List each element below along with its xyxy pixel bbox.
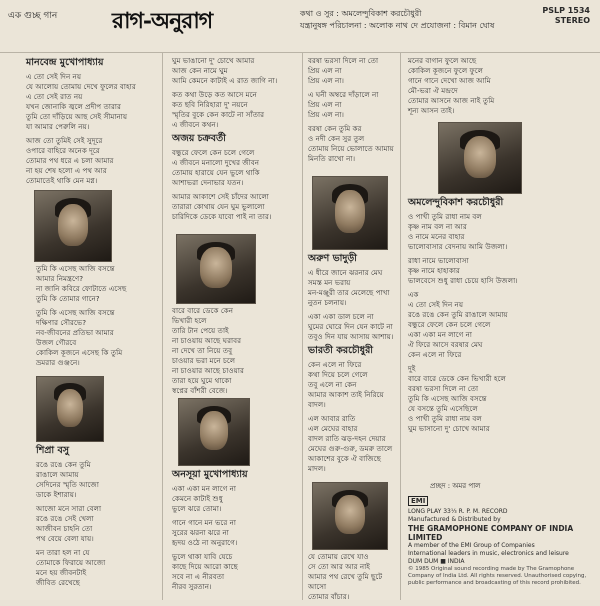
artist-name: ভারতী করচৌধুরী (308, 345, 374, 356)
photo-face (57, 389, 83, 427)
lyrics-block: আজ তো তুমিই সেই সুদূরে ওপারে বাহিরে অনেক দূরে তোমার পথ ধরে এ চলা আমার না হয় শেষ হলো এ পথ আর তোমাতেই থাকি মেন মগ্ন। (26, 136, 114, 185)
column-2-mid (172, 306, 298, 400)
lyrics-block: যে তোমায় রেখে যাও সে তো আর আর নাই আমার পথ রেখে তুমি ছুটে আসো তোমার বাঁচার। (308, 552, 383, 601)
tracklist-side-2: দুই বারে বারে ডেকে কেন ভিখারী হলে বরষা ভরসা দিলে না তো তুমি কি এসেছ আজি বসন্তে যে বসন্তে তুমি এসেছিলে ও পাখী তুমি রাধা নাম বল ঘুম ভাসানো দু' চোখে আমার (408, 364, 506, 433)
lyrics-block: আজো মনে সারা বেলা রঙে রঙে সেই খেলা আজীবন চাহনি তো পথ বেয়ে বেলা যায়। (36, 504, 102, 543)
column-1-bottom (36, 444, 160, 592)
credits-line-2: যন্ত্রানুষঙ্গ পরিচালনা : অলোক নাথ দে প্রযোজনা : বিমান ঘোষ (300, 21, 495, 30)
stereo-label: STEREO (554, 16, 590, 25)
column-divider-3 (400, 52, 401, 600)
artist-name: শিপ্রা বসু (36, 445, 70, 456)
column-2-bottom (172, 468, 298, 596)
lyrics-block: এ তো সেই দিন নয় যে আলোয় তোমায় দেখে ফুলের বাহার এ তো সেই রাত নয় যখন জোনাকি জ্বলে প্রদীপ তারার তুমি তো দাঁড়িয়ে আছ সেই সীমানায় যা আমার পেরুলি নয়। (26, 72, 136, 131)
column-1-mid (36, 264, 160, 372)
photo-face (335, 495, 365, 535)
artist-name: অজয় চক্রবর্তী (172, 133, 226, 144)
lyrics-block: একা একা ডাল চলে না ঘুমের ঘোরে দিন যেন কাটে না তবুও দিন যায় আসায় আশায়। (308, 312, 394, 341)
lyrics-block: মন তারা হল না যে তোমাকে ফিরায়ে আজো মনে হয় জীবনটাই জীবিত রেখেছে (36, 548, 106, 587)
credits (300, 8, 494, 32)
lyrics-block: মনের বাগান ফুলে আছে কোকিল কূজনে ফুলে ফুলে গানে গানে দেখো আজ আমি মৌ-ভরা ঐ মন্দ্রদে তোমার আসনে আজ নাই তুমি শূন্য আসন তাই। (408, 56, 495, 115)
lyrics-block: বারে বারে ডেকে কেন ভিখারী হলে তারি টান পেয়ে তাই না চাওয়ায় আছে ঘরাবর না দেখে তা নিয়ে তবু চাওয়ার ভরা মনে চলে না চাওয়ার আছে চাওয়ার তারা হয়ে ঘুমে থাকো স্বপ্নের বাঁশরী বেজে। (172, 306, 244, 395)
emi-logo: EMI (408, 496, 428, 506)
lyrics-block: রাধা নামে ভালোবাসা কৃষ্ণ নামে হাহাকার ভালবেসে শুধু রাধা চেয়ে হাসি উজলা। (408, 256, 518, 285)
column-3 (308, 56, 398, 168)
artist-name: মানবেন্দ্র মুখোপাধ্যায় (26, 57, 104, 68)
label-info (408, 496, 594, 587)
photo-face (335, 190, 365, 233)
lyrics-block: কেন এলে না ফিরে কথা দিয়ে চলে গেলে তবু এলে না কেন আমার আকাশ তাই নিরিয়ে বাদল। (308, 360, 384, 409)
catalog-block (542, 6, 590, 26)
lyrics-block: তুমি কি এসেছ আজি বসন্তে দক্ষিণার সৌরভে? নব-জীবনের প্রতিভা আমার উজল গৌরবে কোকিল কূজনে এসেছ কি তুমি ভ্রমরার গুঞ্জনে। (36, 308, 123, 367)
cover-credit: প্রচ্ছদ : অমর পাল (430, 482, 481, 490)
column-4-mid (408, 196, 594, 438)
column-3-bottom (308, 552, 398, 606)
artist-name: অমলেন্দুবিকাশ করচৌধুরী (408, 197, 504, 208)
artist-name: অনসূয়া মুখোপাধ্যায় (172, 469, 248, 480)
artist-photo (34, 190, 112, 262)
column-4 (408, 56, 594, 120)
lyrics-block: রঙে রঙে কেন তুমি রাঙালে আমায় সেদিনের স্মৃতি আজো ডাকে ইশারায়। (36, 460, 99, 499)
member-line: A member of the EMI Group of Companies (408, 542, 535, 549)
photo-face (464, 136, 497, 178)
lyrics-block: কত কথা উড়ে কত আসে মনে কত ছবি নিরিহারা দু' নয়নে স্মৃতির বুকে কেন কাটে না সাঁতার এ জীবনে কথন। (172, 90, 265, 129)
header-divider (0, 52, 600, 53)
manufactured-label: Manufactured & Distributed by (408, 516, 501, 523)
photo-face (200, 247, 231, 288)
artist-photo (176, 234, 256, 304)
lyrics-block: এল আবার রাতি এল মেঘের বাহার বাদল রাতি ঝড়-দহন দেয়ার মেঘের গুরু-গুরু, ডমরু তালে আকাশের বুকে ঐ বাজিছে মাদল। (308, 414, 393, 473)
artist-photo (178, 398, 250, 466)
artist-name: অরুণ ভাদুড়ী (308, 253, 357, 264)
lyrics-block: আমার আকাশে সেই চাঁদের আলো তারারা কোথায় যেন ঘুম ভুলালো চারিদিকে ডেকে যাবো পাই না তার। (172, 192, 272, 221)
lyrics-block: ও পাখী তুমি রাধা নাম বল কৃষ্ণ নাম বল না আর ও নামে মনের বাহার ভালোবাসার বেদনায় আমি উজলা। (408, 212, 508, 251)
column-divider-1 (162, 52, 163, 600)
column-1 (26, 56, 158, 190)
album-title: রাগ-অনুরাগ (112, 8, 213, 34)
longplay-label: LONG PLAY 33⅓ R. P. M. RECORD (408, 508, 508, 515)
credits-line-1: কথা ও সুর : অমলেন্দুবিকাশ করচৌধুরী (300, 9, 422, 18)
lyrics-block: এ ধীরে জানে ঝরনার মেঘ সমস্ত মন ভরায় মন-মঞ্জুরী তার মেলেছে পাখা নুতন চলনায়। (308, 268, 390, 307)
lyrics-block: এ ঘনী অম্বরে দাঁড়ালে না প্রিয় এল না প্রিয় এল না। (308, 90, 379, 119)
series-label: এক গুচ্ছ গান (8, 11, 58, 21)
fine-print: © 1985 Original sound recording made by The Gramophone Company of India Ltd. All rights reserved. Unauthorised copying, public performance and broadcasting of this record prohibited. (408, 566, 587, 586)
photo-face (58, 204, 88, 246)
location-line: DUM DUM ■ INDIA (408, 558, 465, 565)
lyrics-block: বন্ধুরে ফেলে কেন চলে গেলে এ জীবনে মনালো দুখের জীবন তোমায় হারায়ে যেন ভুলে থাকি আশাভরা দেনাভার যতন। (172, 148, 260, 187)
column-2 (172, 56, 298, 226)
artist-photo (312, 176, 388, 250)
lyrics-block: বরষা ভরসা দিলে না তো প্রিয় এল না প্রিয় এল না। (308, 56, 379, 85)
lyrics-block: ঘুম ভাঙানো দু' চোখে আমার আজ কেন নামে ঘুম আমি কেমনে কাটাই এ রাত জাগি না। (172, 56, 278, 85)
column-3-mid (308, 252, 398, 478)
lyrics-block: বরষা কেন তুমি কর ও নদী কেন সুর তুল তোমায় নিয়ে ভোলাতে আমায় মিনতি রাখো না। (308, 124, 394, 163)
lyrics-block: গানে গানে মন ভরে না সুরের ঝরনা ঝরে না হৃদয় ওঠে না অনুরাগে। (172, 518, 238, 547)
artist-photo (438, 122, 522, 194)
lyrics-block: একা একা মন লাগে না কেমনে কাটাই শুধু ভুলে ঝরে তোমা। (172, 484, 236, 513)
column-divider-2 (302, 52, 303, 600)
leaders-line: International leaders in music, electronics and leisure (408, 550, 569, 557)
catalog-number: PSLP 1534 (542, 6, 590, 15)
lyrics-block: ভুলে থাকা যাবি যেচে কাছে দিয়ে আরো কাছে সবে না এ নীরবতা নীরব সুরতান। (172, 552, 238, 591)
company-name: THE GRAMOPHONE COMPANY OF INDIA LIMITED (408, 524, 574, 542)
photo-face (200, 411, 228, 451)
artist-photo (312, 482, 388, 550)
artist-photo (36, 376, 104, 442)
tracklist-side-1: এক এ তো সেই দিন নয় রঙে রঙে কেন তুমি রাঙালে আমায় বন্ধুরে ফেলে কেন চলে গেলে একা একা মন লাগে না ঐ ফিরে আসে বরষার মেঘ কেন এলে না ফিরে (408, 290, 508, 359)
lyrics-block: তুমি কি এসেছ আজি বসন্তে আমার নিমন্ত্রণে? না জানি কবিরে ফোটাতে এসেছ তুমি কি তোমার গানে? (36, 264, 127, 303)
